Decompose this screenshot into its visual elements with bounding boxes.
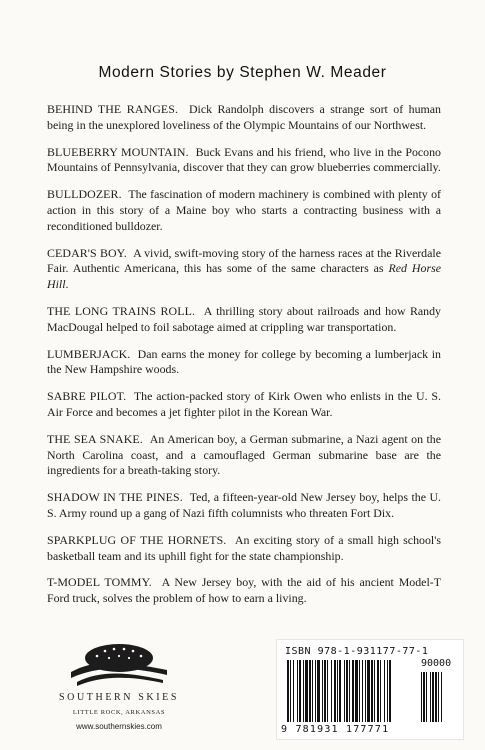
book-description: Dan earns the money for college by becoming a lumberjack in the New Hampshire woods. xyxy=(47,346,441,377)
book-title: BLUEBERRY MOUNTAIN. xyxy=(47,144,189,159)
book-description: Buck Evans and his friend, who live in the Pocono Mountains of Pennsylvania, discover that they can grow blueberries commercially. xyxy=(47,144,441,175)
book-title: THE LONG TRAINS ROLL. xyxy=(47,303,196,318)
barcode-bar xyxy=(377,660,379,722)
barcode-bar xyxy=(334,660,336,722)
barcode-bar xyxy=(327,660,328,722)
barcode-bar xyxy=(303,660,304,722)
barcode-bar xyxy=(324,660,326,722)
barcode-bar xyxy=(435,672,437,722)
book-description: Dick Randolph discovers a strange sort of human being in the unexplored loveliness of the Olympic Mountains of our Northwest. xyxy=(47,102,441,132)
barcode-bar xyxy=(430,672,431,722)
barcode-bar xyxy=(387,660,388,722)
book-title: BEHIND THE RANGES. xyxy=(47,102,179,116)
isbn-label: ISBN 978-1-931177-77-1 xyxy=(285,646,429,657)
punctuation: . xyxy=(65,277,69,292)
book-description: An American boy, a German submarine, a Nazi agent on the North Carolina coast, and a camouflaged German submarine base are the ingredients for a breath-taking story. xyxy=(47,431,441,478)
barcode-bar xyxy=(359,660,360,722)
book-description: The fascination of modern machinery is combined with plenty of action in this story of a Maine boy who starts a contracting business with a reconditioned bulldozer. xyxy=(47,187,441,233)
stars-waves-icon xyxy=(67,642,171,688)
publisher-logo xyxy=(48,642,190,731)
list-item xyxy=(47,575,441,607)
barcode-bar xyxy=(355,660,358,722)
publisher-city: LITTLE ROCK, ARKANSAS xyxy=(72,709,166,716)
barcode-bar xyxy=(312,660,313,722)
barcode-bar xyxy=(346,660,348,722)
barcode-bar xyxy=(421,672,422,722)
book-title: SHADOW IN THE PINES. xyxy=(47,490,183,505)
book-title: T-MODEL TOMMY. xyxy=(47,575,152,590)
list-item xyxy=(47,490,441,522)
barcode-bar xyxy=(344,660,345,722)
list-item xyxy=(47,187,441,234)
barcode-bar xyxy=(365,660,366,722)
book-title: THE SEA SNAKE. xyxy=(47,431,143,446)
barcode-area xyxy=(276,639,464,740)
barcode-bar xyxy=(305,660,308,722)
book-title: LUMBERJACK. xyxy=(47,346,131,361)
book-reference: Red Horse Hill xyxy=(47,261,441,292)
list-item xyxy=(47,102,441,134)
barcode-bar xyxy=(352,660,354,722)
book-description: An exciting story of a small high school's basketball team and its uphill fight for the state championship. xyxy=(47,532,441,563)
barcode-digits: 9 781931 177771 xyxy=(281,724,390,735)
barcode-bar xyxy=(371,660,373,722)
book-title: BULLDOZER. xyxy=(47,187,122,202)
book-description: A thrilling story about railroads and how Randy MacDougal helped to foil sabotage aimed at crippling war transportation. xyxy=(47,303,442,334)
barcode-bar xyxy=(331,660,332,722)
list-item xyxy=(47,533,441,565)
price-code: 90000 xyxy=(421,658,452,669)
list-item xyxy=(47,304,441,336)
list-item xyxy=(47,347,441,379)
publisher-website: www.southernskies.com xyxy=(76,722,162,731)
barcode-bar xyxy=(322,660,323,722)
barcode-bar xyxy=(423,672,425,722)
book-description: A New Jersey boy, with the aid of his ancient Model-T Ford truck, solves the problem of how to earn a living. xyxy=(47,575,441,606)
barcode-bar xyxy=(337,660,338,722)
barcode-bar xyxy=(349,660,350,722)
barcode-bar xyxy=(315,660,316,722)
barcode-bar xyxy=(441,672,442,722)
barcode-bar xyxy=(374,660,375,722)
book-title: SABRE PILOT. xyxy=(47,389,127,404)
book-description: Ted, a fifteen-year-old New Jersey boy, helps the U. S. Army round up a gang of Nazi fifth columnists who threaten Fort Dix. xyxy=(47,490,442,520)
book-title: CEDAR'S BOY. xyxy=(47,245,127,260)
barcode-bar xyxy=(432,672,434,722)
book-title: SPARKPLUG OF THE HORNETS. xyxy=(47,532,227,547)
list-item xyxy=(47,389,441,421)
barcode-bar xyxy=(380,660,381,722)
book-description: The action-packed story of Kirk Owen who enlists in the U. S. Air Force and becomes a jet fighter pilot in the Korean War. xyxy=(47,389,441,419)
list-item xyxy=(47,145,441,177)
barcode-bar xyxy=(389,660,391,722)
barcode-bar xyxy=(339,660,341,722)
publisher-name: SOUTHERN SKIES xyxy=(58,692,180,703)
barcode-bar xyxy=(293,660,294,722)
barcode-bar xyxy=(426,672,427,722)
barcode-bar xyxy=(309,660,311,722)
barcode-bar xyxy=(290,660,291,722)
barcode-bar xyxy=(317,660,320,722)
list-item xyxy=(47,246,441,293)
barcode-bar xyxy=(287,660,289,722)
barcode-bar xyxy=(362,660,363,722)
list-item xyxy=(47,432,441,479)
barcode-bar xyxy=(384,660,385,722)
book-list xyxy=(47,102,441,618)
barcode-bar xyxy=(367,660,370,722)
page-title: Modern Stories by Stephen W. Meader xyxy=(98,64,387,81)
barcode-bar xyxy=(297,660,298,722)
barcode-bar xyxy=(299,660,301,722)
barcode-bar xyxy=(438,672,439,722)
book-description: A vivid, swift-moving story of the harness races at the Riverdale Fair. Authentic Americana, this has some of the same characters as xyxy=(47,245,441,276)
